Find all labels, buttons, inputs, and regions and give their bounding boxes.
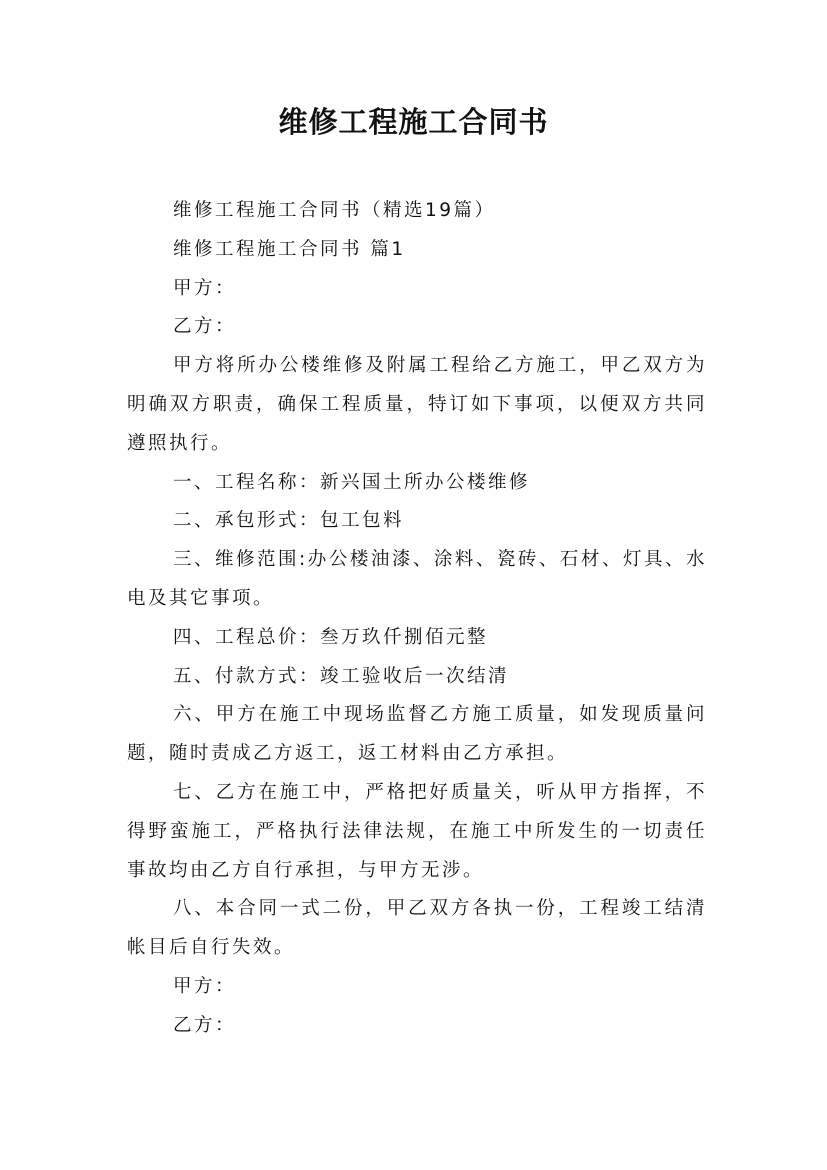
clause-quality-responsibility: 七、乙方在施工中，严格把好质量关，听从甲方指挥，不得野蛮施工，严格执行法律法规，在施工中所发生的一切责任事故均由乙方自行承担，与甲方无涉。	[127, 781, 707, 881]
party-b-label: 乙方：	[173, 316, 237, 338]
section-heading: 维修工程施工合同书 篇1	[173, 238, 406, 260]
intro-paragraph: 甲方将所办公楼维修及附属工程给乙方施工，甲乙双方为明确双方职责，确保工程质量，特订如下事项，以便双方共同遵照执行。	[127, 355, 707, 454]
clause-project-name: 一、工程名称：新兴国土所办公楼维修	[173, 471, 531, 493]
subtitle-line: 维修工程施工合同书（精选19篇）	[173, 200, 496, 221]
clause-copies: 八、本合同一式二份，甲乙双方各执一份，工程竣工结清帐目后自行失效。	[127, 898, 707, 959]
clause-total-price: 四、工程总价：叁万玖仟捌佰元整	[173, 626, 489, 648]
signature-party-a: 甲方：	[173, 975, 237, 997]
signature-party-b: 乙方：	[173, 1014, 237, 1036]
clause-repair-scope: 三、维修范围:办公楼油漆、涂料、瓷砖、石材、灯具、水电及其它事项。	[127, 549, 707, 609]
document-title: 维修工程施工合同书	[278, 105, 549, 139]
clause-payment: 五、付款方式：竣工验收后一次结清	[173, 665, 510, 687]
clause-contract-form: 二、承包形式：包工包料	[173, 510, 405, 532]
document-body	[127, 192, 707, 1046]
party-a-label: 甲方：	[173, 277, 237, 299]
clause-supervision: 六、甲方在施工中现场监督乙方施工质量，如发现质量问题，随时责成乙方返工，返工材料由乙方承担。	[127, 704, 707, 765]
